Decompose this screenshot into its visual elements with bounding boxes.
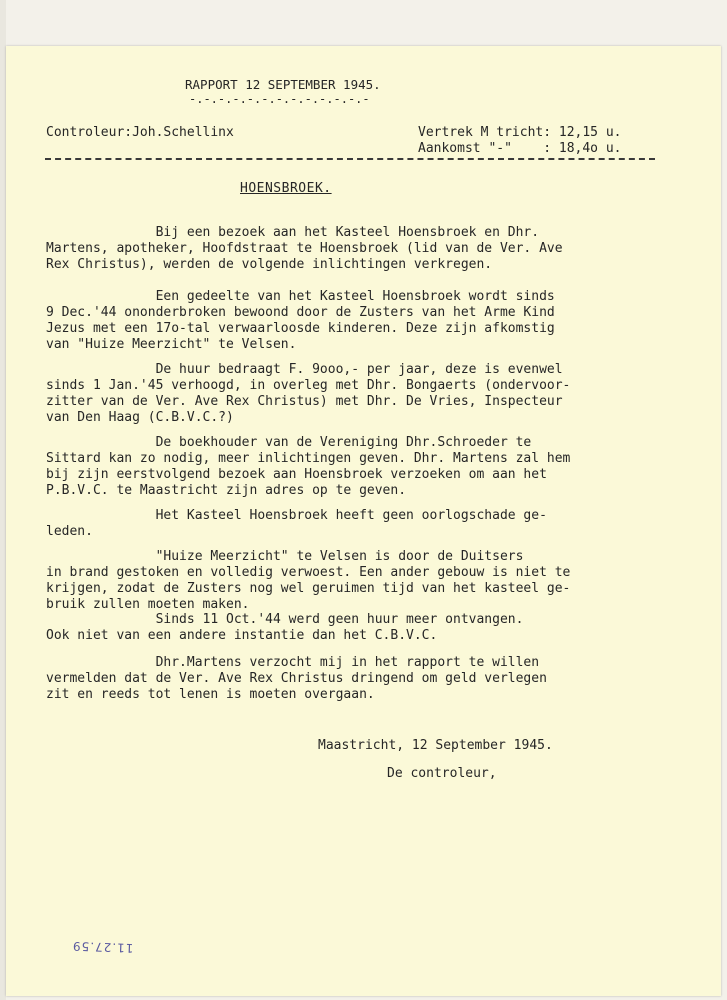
paragraph-line: Bij een bezoek aan het Kasteel Hoensbroek en Dhr. (46, 225, 540, 240)
controller-name: Controleur:Joh.Schellinx (46, 125, 234, 140)
arrival-time: Aankomst "-" : 18,4o u. (418, 141, 622, 156)
paragraph-line: Sittard kan zo nodig, meer inlichtingen geven. Dhr. Martens zal hem (46, 451, 571, 466)
handwritten-note: 11.27.59 (71, 938, 134, 956)
paragraph-line: Een gedeelte van het Kasteel Hoensbroek wordt sinds (46, 289, 555, 304)
paragraph-line: van "Huize Meerzicht" te Velsen. (46, 337, 297, 352)
report-title: RAPPORT 12 SEPTEMBER 1945. (185, 77, 381, 92)
section-heading: HOENSBROEK. (240, 181, 332, 196)
paragraph-line: sinds 1 Jan.'45 verhoogd, in overleg met Dhr. Bongaerts (ondervoor- (46, 378, 571, 393)
paragraph-line: 9 Dec.'44 ononderbroken bewoond door de Zusters van het Arme Kind (46, 305, 555, 320)
closing-place-date: Maastricht, 12 September 1945. (318, 738, 553, 753)
paragraph-line: Ook niet van een andere instantie dan het C.B.V.C. (46, 628, 438, 643)
paragraph-line: leden. (46, 524, 93, 539)
paragraph-line: Rex Christus), werden de volgende inlichtingen verkregen. (46, 257, 493, 272)
paragraph-line: zit en reeds tot lenen is moeten overgaan. (46, 687, 375, 702)
paragraph-line: P.B.V.C. te Maastricht zijn adres op te geven. (46, 483, 407, 498)
paragraph-line: De boekhouder van de Vereniging Dhr.Schroeder te (46, 435, 532, 450)
paragraph-line: krijgen, zodat de Zusters nog wel geruimen tijd van het kasteel ge- (46, 581, 571, 596)
paragraph-line: Martens, apotheker, Hoofdstraat te Hoensbroek (lid van de Ver. Ave (46, 241, 563, 256)
paragraph-line: zitter van de Ver. Ave Rex Christus) met Dhr. De Vries, Inspecteur (46, 394, 563, 409)
paragraph-line: bruik zullen moeten maken. (46, 597, 250, 612)
paragraph-line: vermelden dat de Ver. Ave Rex Christus dringend om geld verlegen (46, 671, 547, 686)
paragraph-line: in brand gestoken en volledig verwoest. Een ander gebouw is niet te (46, 565, 571, 580)
paragraph-line: Dhr.Martens verzocht mij in het rapport te willen (46, 655, 540, 670)
closing-signature: De controleur, (387, 766, 497, 781)
title-underline: -.-.-.-.-.-.-.-.-.-.-.-.- (189, 92, 370, 106)
paragraph-line: van Den Haag (C.B.V.C.?) (46, 410, 234, 425)
dashed-divider (45, 158, 655, 160)
paragraph-line: Het Kasteel Hoensbroek heeft geen oorlogschade ge- (46, 508, 547, 523)
paragraph-line: Jezus met een 17o-tal verwaarloosde kinderen. Deze zijn afkomstig (46, 321, 555, 336)
departure-time: Vertrek M tricht: 12,15 u. (418, 125, 622, 140)
paragraph-line: De huur bedraagt F. 9ooo,- per jaar, deze is evenwel (46, 362, 563, 377)
paragraph-line: "Huize Meerzicht" te Velsen is door de Duitsers (46, 549, 524, 564)
paragraph-line: Sinds 11 Oct.'44 werd geen huur meer ontvangen. (46, 612, 524, 627)
paragraph-line: bij zijn eerstvolgend bezoek aan Hoensbroek verzoeken om aan het (46, 467, 547, 482)
